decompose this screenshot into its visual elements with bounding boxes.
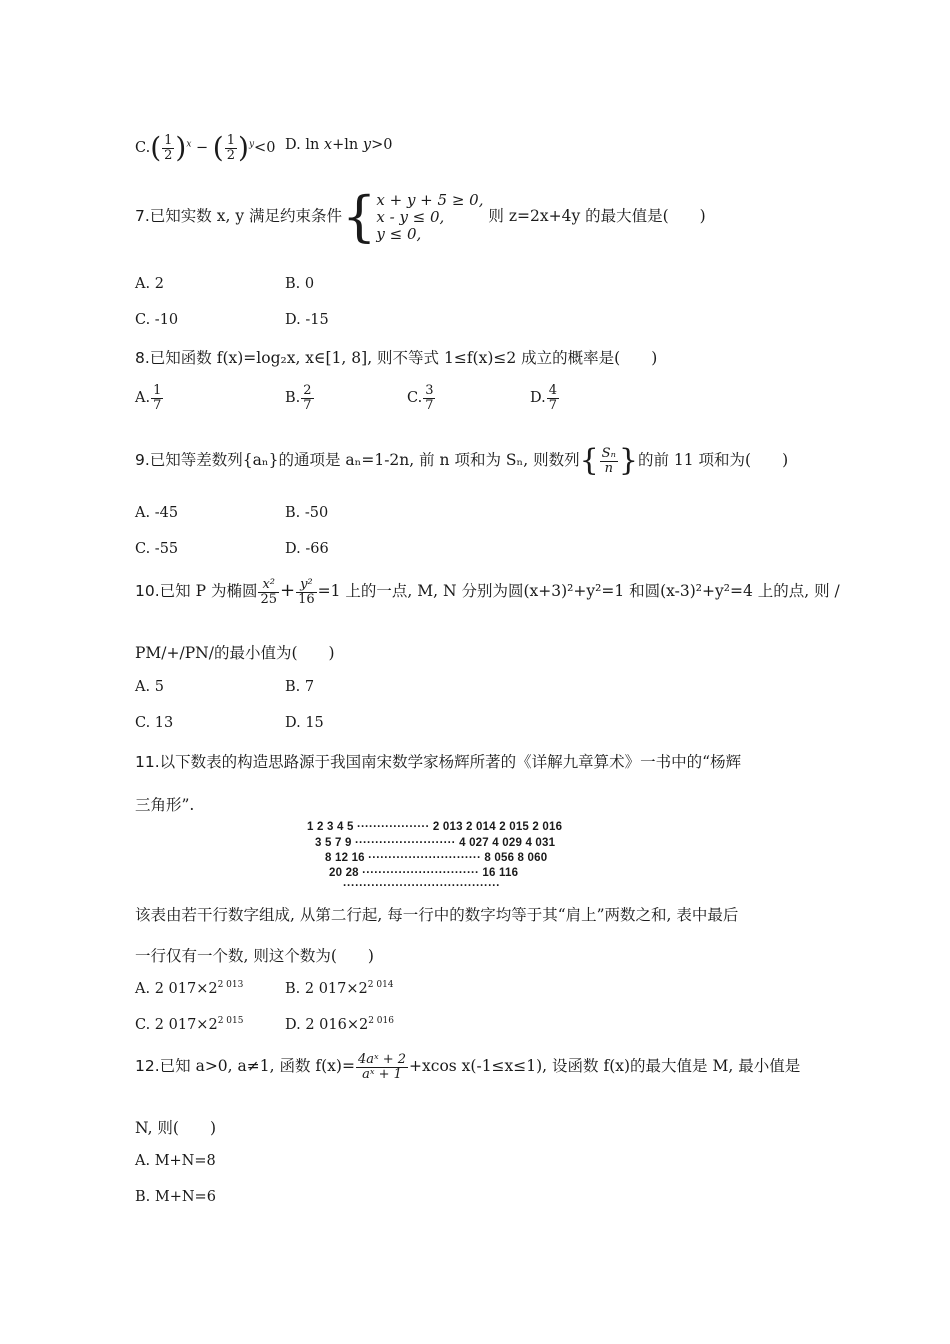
table-row: 1 2 3 4 5 ·················· 2 013 2 014 2 015 2 016 xyxy=(307,821,563,833)
q10-option-c: C. 13 xyxy=(135,715,174,731)
table-row: ······································· xyxy=(343,880,501,892)
q10-option-b: B. 7 xyxy=(285,679,315,695)
q8-option-a: A. $\frac{1}{7}$ xyxy=(135,383,162,413)
q11-stem-line3: 该表由若干行数字组成, 从第二行起, 每一行中的数字均等于其“肩上”两数之和, 表中最后 xyxy=(135,906,739,924)
q12-number: 12. xyxy=(135,1057,160,1076)
q7-option-b: B. 0 xyxy=(285,276,315,292)
q7-option-a: A. 2 xyxy=(135,276,164,292)
q7-brace: { xyxy=(342,185,377,248)
q9-text-pre: 已知等差数列{aₙ}的通项是 aₙ=1-2n, 前 n 项和为 Sₙ, 则数列 xyxy=(149,451,580,469)
q10-number: 10. xyxy=(135,582,160,601)
q7-text-post: 则 z=2x+4y 的最大值是( ) xyxy=(488,207,706,225)
q8-stem xyxy=(135,346,657,368)
q8-option-d: D. $\frac{4}{7}$ xyxy=(530,383,557,413)
q10-stem: 10.已知 P 为椭圆 $\frac{\text{x²}}{25}$ + $\frac{\text{y²}}{16}$ =1 上的一点, M, N 分别为圆(x+3)²+y²=1 和圆(x-3)²+y²=4 上的点, 则 / xyxy=(135,577,840,607)
table-row: 3 5 7 9 ························· 4 027 4 029 4 031 xyxy=(315,837,556,849)
q7-option-c: C. -10 xyxy=(135,312,179,328)
q11-number: 11. xyxy=(135,753,160,771)
q12-stem: 12.已知 a>0, a≠1, 函数 f(x)= $\frac{\text{4aˣ + 2}}{\text{aˣ + 1}}$ +xcos x(-1≤x≤1), 设函数 f(x)的最大值是 M, 最小值是 xyxy=(135,1052,801,1082)
q11-stem: 11.以下数表的构造思路源于我国南宋数学家杨辉所著的《详解九章算术》一书中的“杨辉 xyxy=(135,753,742,771)
q8-number: 8. xyxy=(135,349,150,367)
q8-option-c: C. $\frac{3}{7}$ xyxy=(407,383,434,413)
q9-option-a: A. -45 xyxy=(135,505,179,521)
q9-number: 9. xyxy=(135,451,150,469)
q11-option-b: B. 2 $017\times 2^{2 014}$ xyxy=(285,980,394,997)
q9-option-c: C. -55 xyxy=(135,541,179,557)
q12-stem-line2: N, 则( ) xyxy=(135,1119,217,1137)
q11-option-a: A. 2 $017\times 2^{2 013}$ xyxy=(135,980,244,997)
q7-stem xyxy=(135,185,706,248)
q9-option-d: D. -66 xyxy=(285,541,329,557)
q11-option-d: D. 2 $016\times 2^{2 016}$ xyxy=(285,1016,394,1033)
q10-option-a: A. 5 xyxy=(135,679,164,695)
q12-option-b: B. M+N=6 xyxy=(135,1189,216,1205)
q8-text: 已知函数 f(x)=log₂x, x∈[1, 8], 则不等式 1≤f(x)≤2 成立的概率是( ) xyxy=(149,349,658,367)
q8-option-b: B. $\frac{2}{7}$ xyxy=(285,383,312,413)
q7-option-d: D. -15 xyxy=(285,312,329,328)
q10-stem-line2: PM/+/PN/的最小值为( ) xyxy=(135,644,335,662)
q10-option-d: D. 15 xyxy=(285,715,324,731)
table-row: 20 28 ····························· 16 116 xyxy=(329,867,519,879)
q11-option-c: C. 2 $017\times 2^{2 015}$ xyxy=(135,1016,244,1033)
q11-stem-line4: 一行仅有一个数, 则这个数为( ) xyxy=(135,947,374,965)
table-row: 8 12 16 ···························· 8 056 8 060 xyxy=(325,852,548,864)
q9-option-b: B. -50 xyxy=(285,505,329,521)
q9-text-post: 的前 11 项和为( ) xyxy=(637,451,789,469)
q6-option-d: D. ln x+ln y>0 xyxy=(285,137,393,153)
q9-stem: 9.已知等差数列{aₙ}的通项是 aₙ=1-2n, 前 n 项和为 Sₙ, 则数列{ $\frac{\text{Sₙ}}{n}$ }的前 11 项和为( ) xyxy=(135,443,789,478)
q6-option-c: C.( $\frac{1}{2}$ )$^x$ − ( $\frac{1}{2}$ )$^y$<0 xyxy=(135,131,276,165)
q12-option-a: A. M+N=8 xyxy=(135,1153,216,1169)
q7-number: 7. xyxy=(135,207,150,225)
q7-text-pre: 已知实数 x, y 满足约束条件 xyxy=(149,207,343,225)
q7-constraints: x + y + 5 ≥ 0, x - y ≤ 0, y ≤ 0, xyxy=(376,190,484,243)
q11-stem-line2: 三角形”. xyxy=(135,796,195,814)
